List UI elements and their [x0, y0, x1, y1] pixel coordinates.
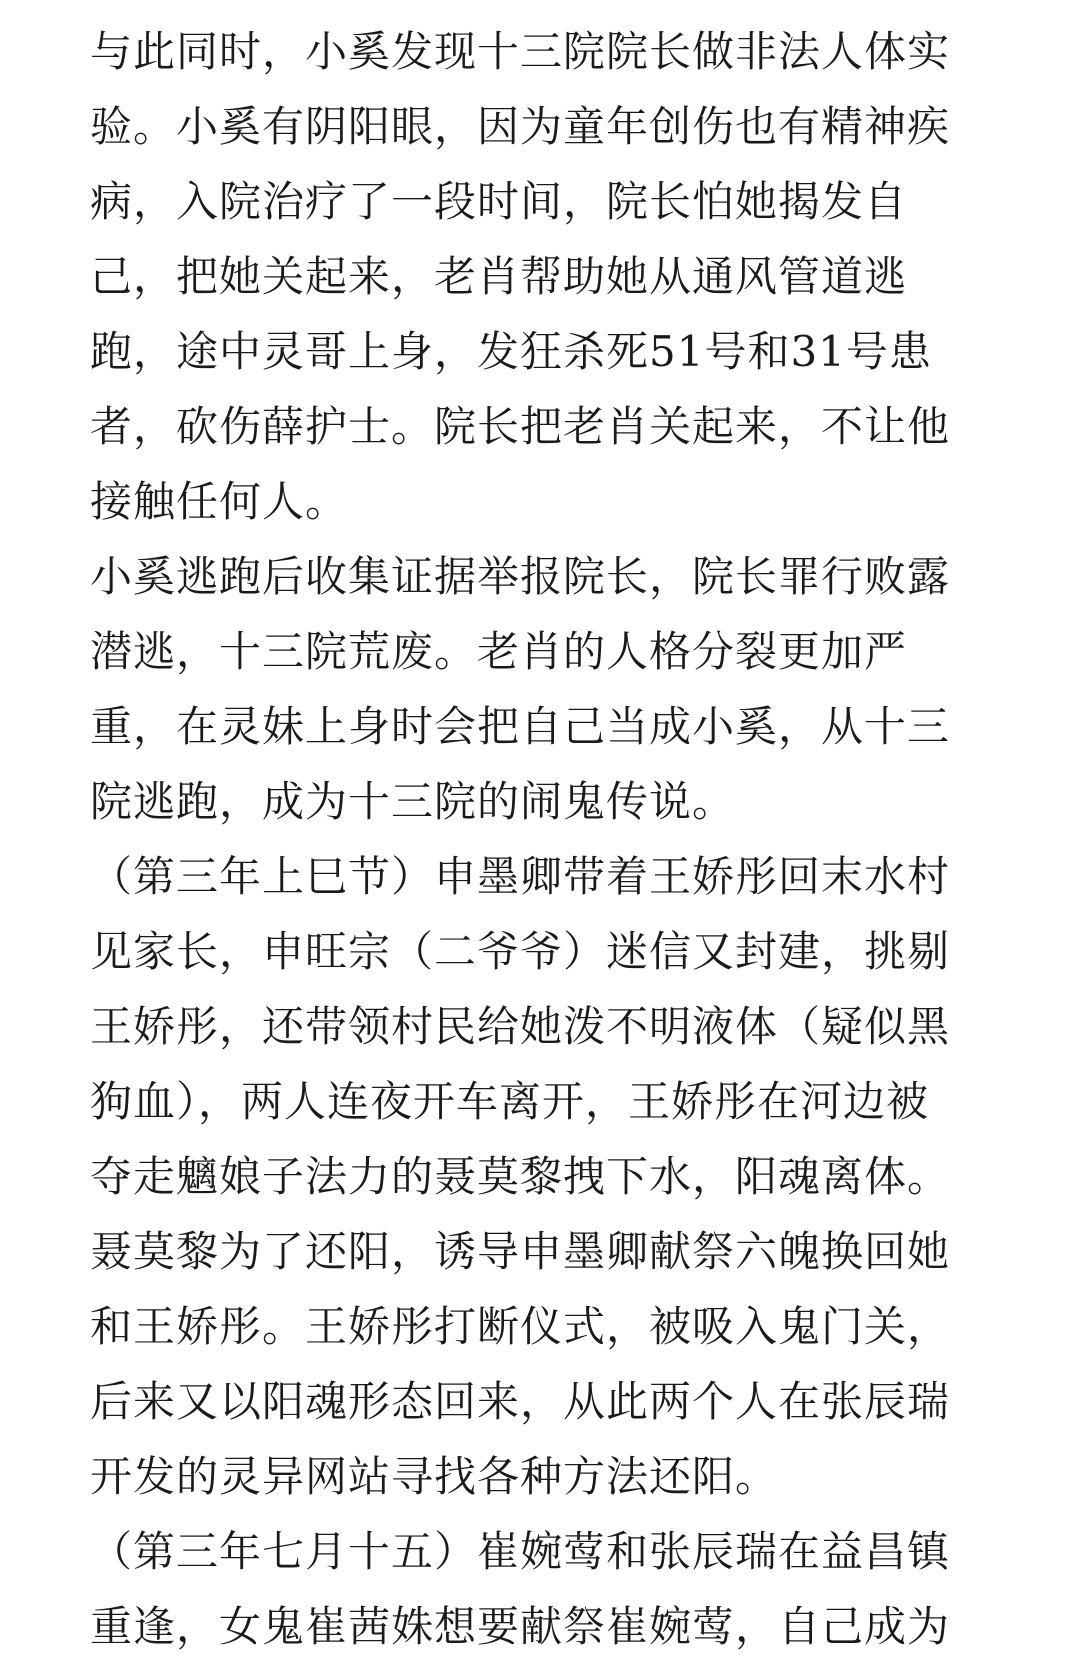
text-line-2: 验。小奚有阴阳眼，因为童年创伤也有精神疾	[90, 102, 951, 151]
text-line-16: 夺走魑娘子法力的聂莫黎拽下水，阳魂离体。	[90, 1152, 951, 1201]
text-line-1: 与此同时，小奚发现十三院院长做非法人体实	[90, 27, 951, 76]
text-line-12: （第三年上巳节）申墨卿带着王娇彤回末水村	[90, 852, 951, 901]
text-line-7: 接触任何人。	[90, 477, 349, 526]
text-line-15: 狗血），两人连夜开车离开，王娇彤在河边被	[90, 1077, 930, 1126]
text-line-10: 重，在灵妹上身时会把自己当成小奚，从十三	[90, 702, 951, 751]
text-line-8: 小奚逃跑后收集证据举报院长，院长罪行败露	[90, 552, 951, 601]
text-line-11: 院逃跑，成为十三院的闹鬼传说。	[90, 777, 736, 826]
text-line-4: 己，把她关起来，老肖帮助她从通风管道逃	[90, 252, 908, 301]
text-line-20: 开发的灵异网站寻找各种方法还阳。	[90, 1452, 779, 1501]
text-line-14: 王娇彤，还带领村民给她泼不明液体（疑似黑	[90, 1002, 951, 1051]
text-line-21: （第三年七月十五）崔婉莺和张辰瑞在益昌镇	[90, 1527, 951, 1576]
text-line-3: 病，入院治疗了一段时间，院长怕她揭发自	[90, 177, 908, 226]
text-line-6: 者，砍伤薛护士。院长把老肖关起来，不让他	[90, 402, 951, 451]
text-line-18: 和王娇彤。王娇彤打断仪式，被吸入鬼门关，	[90, 1302, 951, 1351]
text-line-22: 重逢，女鬼崔茜姝想要献祭崔婉莺，自己成为	[90, 1602, 951, 1651]
text-line-13: 见家长，申旺宗（二爷爷）迷信又封建，挑剔	[90, 927, 951, 976]
document-body	[90, 14, 990, 1664]
text-line-17: 聂莫黎为了还阳，诱导申墨卿献祭六魄换回她	[90, 1227, 951, 1276]
text-line-5: 跑，途中灵哥上身，发狂杀死51号和31号患	[90, 327, 932, 376]
text-line-9: 潜逃，十三院荒废。老肖的人格分裂更加严	[90, 627, 908, 676]
text-line-19: 后来又以阳魂形态回来，从此两个人在张辰瑞	[90, 1377, 951, 1426]
